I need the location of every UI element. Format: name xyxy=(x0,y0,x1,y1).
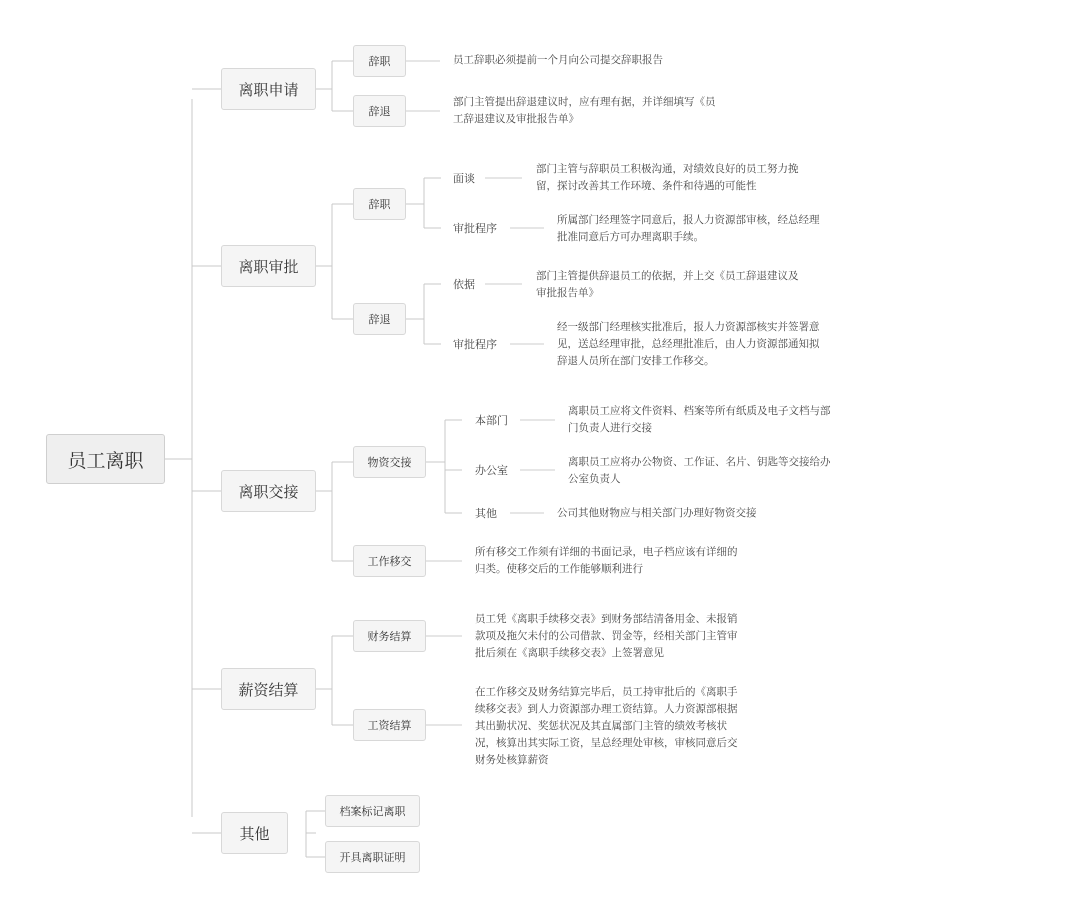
desc-line: 见，送总经理审批，总经理批准后，由人力资源部通知拟 xyxy=(557,338,820,350)
desc-application-resign xyxy=(453,52,663,69)
subnode-office[interactable]: 办公室 xyxy=(475,464,508,477)
branch-label: 薪资结算 xyxy=(238,680,299,699)
node-issue-certificate[interactable] xyxy=(325,841,420,873)
node-label: 辞退 xyxy=(368,105,391,118)
node-label: 档案标记离职 xyxy=(339,805,406,818)
branch-salary-settlement[interactable] xyxy=(221,668,316,710)
desc-line: 部门主管与辞职员工积极沟通，对绩效良好的员工努力挽 xyxy=(536,163,799,175)
desc-basis xyxy=(536,268,799,302)
desc-line: 归类。使移交后的工作能够顺利进行 xyxy=(475,563,643,575)
desc-line: 经一级部门经理核实批准后，报人力资源部核实并签署意 xyxy=(557,321,820,333)
desc-line: 部门主管提出辞退建议时，应有理有据，并详细填写《员 xyxy=(453,96,716,108)
branch-label: 离职申请 xyxy=(238,80,299,99)
node-label: 辞退 xyxy=(368,313,391,326)
desc-line: 审批报告单》 xyxy=(536,287,599,299)
desc-dismiss-approval xyxy=(557,319,820,370)
node-label: 物资交接 xyxy=(367,456,412,469)
node-work-handover[interactable] xyxy=(353,545,426,577)
node-application-resign[interactable] xyxy=(353,45,406,77)
subnode-basis[interactable]: 依据 xyxy=(453,278,475,291)
desc-interview xyxy=(536,161,799,195)
desc-line: 辞退人员所在部门安排工作移交。 xyxy=(557,355,715,367)
node-material-handover[interactable] xyxy=(353,446,426,478)
desc-line: 离职员工应将文件资料、档案等所有纸质及电子文档与部 xyxy=(568,405,831,417)
desc-work-handover xyxy=(475,544,738,578)
desc-line: 工辞退建议及审批报告单》 xyxy=(453,113,579,125)
node-label: 财务结算 xyxy=(367,630,412,643)
subnode-interview[interactable]: 面谈 xyxy=(453,172,475,185)
desc-wage-settlement xyxy=(475,684,738,769)
desc-line: 离职员工应将办公物资、工作证、名片、钥匙等交接给办 xyxy=(568,456,831,468)
desc-line: 员工辞职必须提前一个月向公司提交辞职报告 xyxy=(453,54,663,66)
desc-line: 留，探讨改善其工作环境、条件和待遇的可能性 xyxy=(536,180,757,192)
subnode-approval-procedure[interactable]: 审批程序 xyxy=(453,338,497,351)
desc-line: 公司其他财物应与相关部门办理好物资交接 xyxy=(557,507,757,519)
desc-other xyxy=(557,505,757,522)
node-wage-settlement[interactable] xyxy=(353,709,426,741)
desc-line: 公室负责人 xyxy=(568,473,621,485)
desc-line: 部门主管提供辞退员工的依据，并上交《员工辞退建议及 xyxy=(536,270,799,282)
branch-resignation-application[interactable] xyxy=(221,68,316,110)
node-label: 工作移交 xyxy=(367,555,412,568)
node-financial-settlement[interactable] xyxy=(353,620,426,652)
desc-office xyxy=(568,454,831,488)
subnode-other[interactable]: 其他 xyxy=(475,507,497,520)
desc-line: 况，核算出其实际工资，呈总经理处审核，审核同意后交 xyxy=(475,737,738,749)
subnode-own-department[interactable]: 本部门 xyxy=(475,414,508,427)
desc-resign-approval xyxy=(557,212,820,246)
desc-line: 款项及拖欠未付的公司借款、罚金等，经相关部门主管审 xyxy=(475,630,738,642)
subnode-approval-procedure[interactable]: 审批程序 xyxy=(453,222,497,235)
node-label: 工资结算 xyxy=(367,719,412,732)
node-approval-dismiss[interactable] xyxy=(353,303,406,335)
root-label: 员工离职 xyxy=(67,449,144,472)
branch-label: 其他 xyxy=(239,824,270,843)
desc-line: 所属部门经理签字同意后，报人力资源部审核，经总经理 xyxy=(557,214,820,226)
branch-label: 离职交接 xyxy=(238,482,299,501)
root-node[interactable] xyxy=(46,434,165,484)
node-label: 辞职 xyxy=(368,55,391,68)
branch-resignation-approval[interactable] xyxy=(221,245,316,287)
desc-line: 财务处核算薪资 xyxy=(475,754,549,766)
node-archive-mark[interactable] xyxy=(325,795,420,827)
desc-line: 续移交表》到人力资源部办理工资结算。人力资源部根据 xyxy=(475,703,738,715)
desc-application-dismiss xyxy=(453,94,716,128)
desc-line: 所有移交工作须有详细的书面记录，电子档应该有详细的 xyxy=(475,546,738,558)
desc-line: 在工作移交及财务结算完毕后，员工持审批后的《离职手 xyxy=(475,686,738,698)
desc-line: 门负责人进行交接 xyxy=(568,422,652,434)
branch-label: 离职审批 xyxy=(238,257,299,276)
desc-line: 批后须在《离职手续移交表》上签署意见 xyxy=(475,647,664,659)
node-application-dismiss[interactable] xyxy=(353,95,406,127)
desc-line: 员工凭《离职手续移交表》到财务部结清备用金、未报销 xyxy=(475,613,738,625)
node-label: 辞职 xyxy=(368,198,391,211)
desc-own-department xyxy=(568,403,831,437)
branch-other[interactable] xyxy=(221,812,288,854)
desc-line: 批准同意后方可办理离职手续。 xyxy=(557,231,704,243)
node-label: 开具离职证明 xyxy=(339,851,406,864)
desc-line: 其出勤状况、奖惩状况及其直属部门主管的绩效考核状 xyxy=(475,720,727,732)
node-approval-resign[interactable] xyxy=(353,188,406,220)
desc-financial-settlement xyxy=(475,611,738,662)
branch-handover[interactable] xyxy=(221,470,316,512)
